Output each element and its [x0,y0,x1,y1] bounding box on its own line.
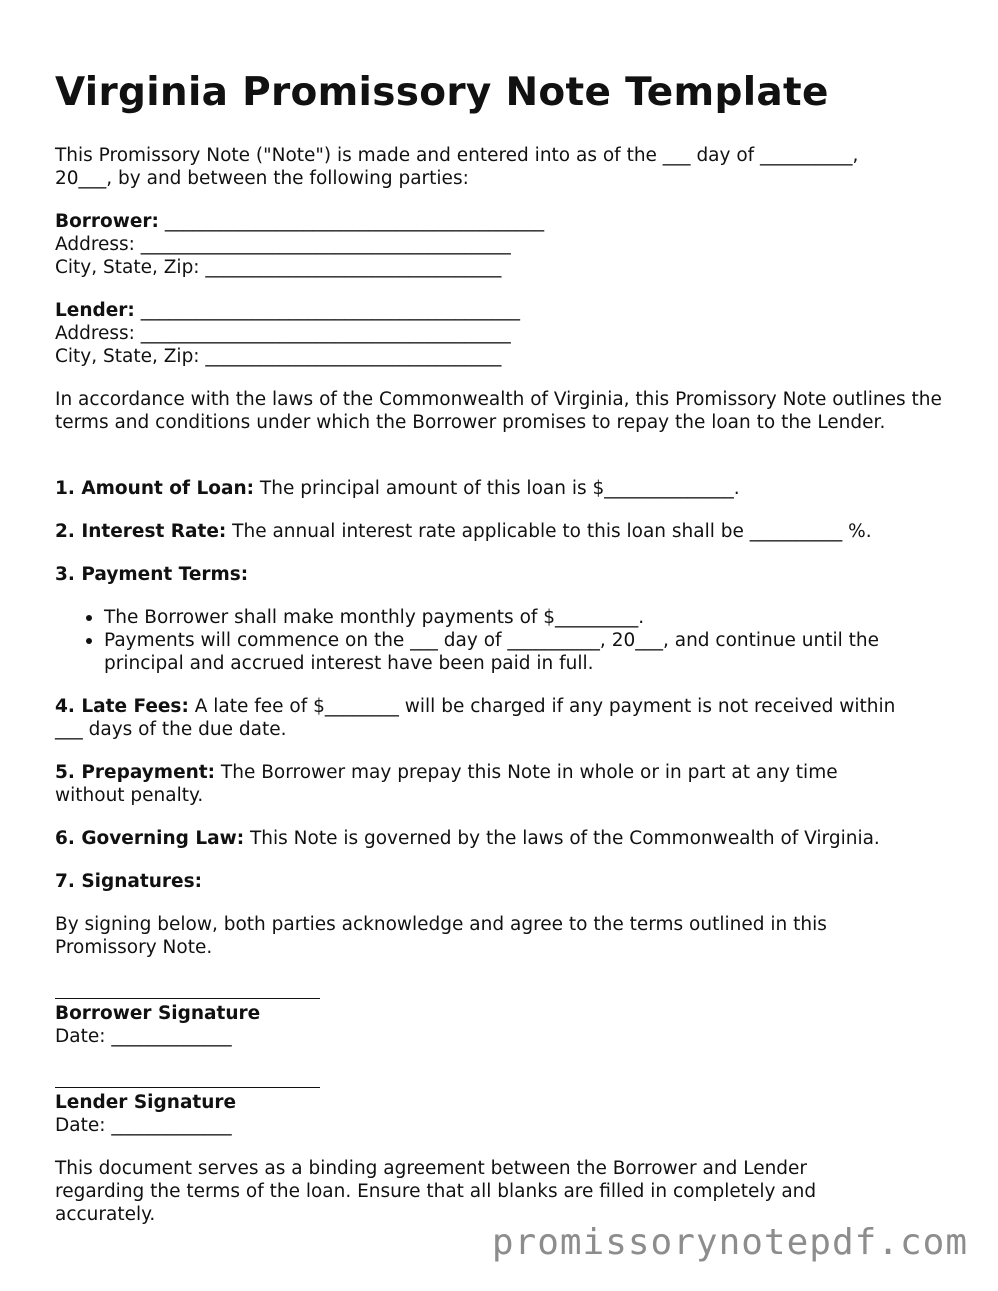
lender-city: City, State, Zip: ________________________________ [55,346,502,367]
section-signatures-heading [55,870,202,893]
borrower-label: Borrower: [55,211,159,232]
section-payment-label: 3. Payment Terms: [55,564,249,585]
lender-label: Lender: [55,300,135,321]
borrower-signature-line[interactable] [55,998,320,999]
preamble-paragraph: In accordance with the laws of the Commonwealth of Virginia, this Promissory Note outlines the terms and conditions under which the Borrower promises to repay the loan to the Lender. [55,389,942,433]
borrower-signature-label [55,1002,260,1025]
borrower-signature-label-text: Borrower Signature [55,1003,261,1024]
section-payment-heading [55,563,248,586]
lender-address: Address: ________________________________________ [55,323,511,344]
watermark: promissorynotepdf.com [491,1222,968,1263]
section-interest [55,520,872,543]
section-interest-label: 2. Interest Rate: [55,521,227,542]
page-title: Virginia Promissory Note Template [55,70,829,115]
borrower-name-line [55,210,544,233]
section-late-text-2: ___ days of the due date. [55,719,287,740]
section-amount-text: The principal amount of this loan is $______________. [254,478,740,499]
borrower-name-blank: _________________________________________ [158,211,545,232]
lender-signature-label-text: Lender Signature [55,1092,237,1113]
list-item: Payments will commence on the ___ day of __________, 20___, and continue until the [55,629,879,652]
section-late-label: 4. Late Fees: [55,696,189,717]
borrower-city: City, State, Zip: ________________________________ [55,257,502,278]
borrower-date-field[interactable]: Date: _____________ [55,1026,232,1047]
borrower-address: Address: ________________________________________ [55,234,511,255]
acknowledge-line-1: By signing below, both parties acknowledge and agree to the terms outlined in this [55,914,827,935]
intro-line-1: This Promissory Note ("Note") is made and entered into as of the ___ day of __________, [55,145,859,166]
list-item: The Borrower shall make monthly payments of $_________. [55,606,879,629]
section-amount [55,477,740,500]
acknowledge-line-2: Promissory Note. [55,937,213,958]
intro-line-2: 20___, by and between the following parties: [55,168,469,189]
lender-name-blank: _________________________________________ [134,300,520,321]
section-prepay [55,761,838,784]
section-law [55,827,880,850]
section-late-text-1: A late fee of $________ will be charged if any payment is not received within [188,696,896,717]
section-prepay-text-1: The Borrower may prepay this Note in whole or in part at any time [215,762,838,783]
closing-line-1: This document serves as a binding agreement between the Borrower and Lender [55,1158,808,1179]
section-late [55,695,895,718]
lender-signature-line[interactable] [55,1087,320,1088]
payment-terms-list [55,606,879,652]
closing-line-3: accurately. [55,1204,156,1225]
lender-name-line [55,299,520,322]
section-prepay-text-2: without penalty. [55,785,204,806]
closing-line-2: regarding the terms of the loan. Ensure that all blanks are filled in completely and [55,1181,817,1202]
list-item-continuation: principal and accrued interest have been paid in full. [104,653,594,674]
section-amount-label: 1. Amount of Loan: [55,478,255,499]
lender-date-field[interactable]: Date: _____________ [55,1115,232,1136]
section-prepay-label: 5. Prepayment: [55,762,216,783]
section-signatures-label: 7. Signatures: [55,871,202,892]
section-law-label: 6. Governing Law: [55,828,245,849]
section-law-text: This Note is governed by the laws of the Commonwealth of Virginia. [244,828,880,849]
section-interest-text: The annual interest rate applicable to this loan shall be __________ %. [226,521,872,542]
lender-signature-label [55,1091,236,1114]
